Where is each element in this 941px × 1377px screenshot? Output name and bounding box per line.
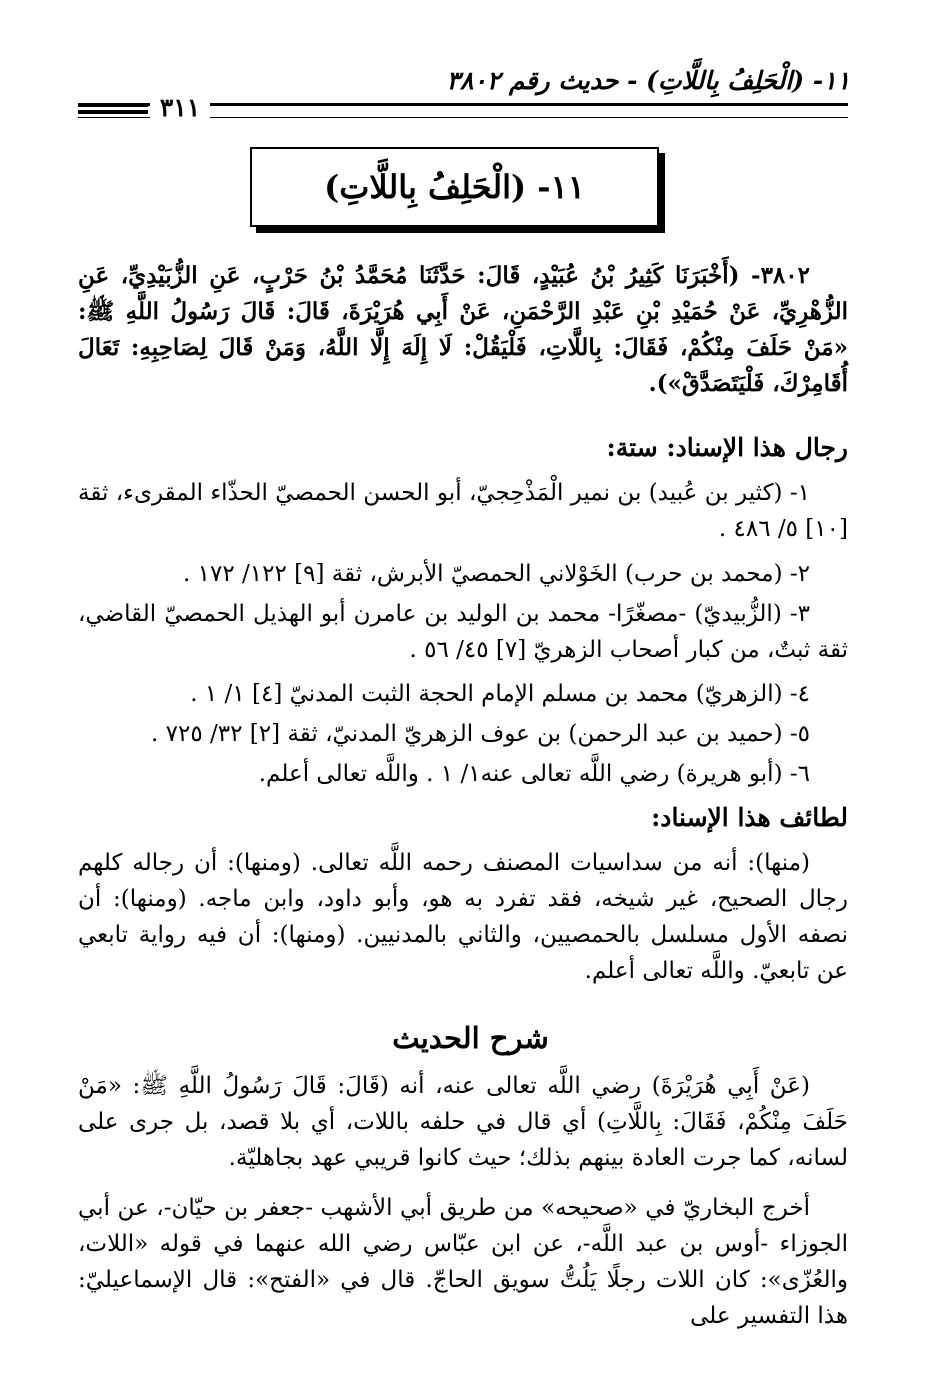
header-double-rule xyxy=(78,103,148,114)
hadith-text: ٣٨٠٢- (أَخْبَرَنَا كَثِيرُ بْنُ عُبَيْدٍ، قَالَ: حَدَّثَنَا مُحَمَّدُ بْنُ حَرْبٍ، عَنِ الزُّبَيْدِيِّ، عَنِ الزُّهْرِيِّ، عَنْ حُمَيْدِ بْنِ عَبْدِ الرَّحْمَنِ، عَنْ أَبِي هُرَيْرَةَ، قَالَ: قَالَ رَسُولُ اللَّهِ ﷺ: «مَنْ حَلَفَ مِنْكُمْ، فَقَالَ: بِاللَّاتِ، فَلْيَقُلْ: لَا إِلَهَ إِلَّا اللَّهُ، وَمَنْ قَالَ لِصَاحِبِهِ: تَعَالَ أُقَامِرْكَ، فَلْيَتَصَدَّقْ»). xyxy=(78,262,848,397)
narrator-item-5: ٥- (حميد بن عبد الرحمن) بن عوف الزهريّ المدنيّ، ثقة [٢] ٣٢/ ٧٢٥ . xyxy=(151,721,810,747)
narrator-item-1: ١- (كثير بن عُبيد) بن نمير الْمَذْحِجيّ، أبو الحسن الحمصيّ الحذّاء المقرىء، ثقة [١٠] ٥/ ٤٨٦ . xyxy=(78,480,848,542)
narrator-item-3: ٣- (الزُّبيديّ) -مصغّرًا- محمد بن الوليد بن عامرن أبو الهذيل الحمصيّ القاضي، ثقة ثبتٌ، من كبار أصحاب الزهريّ [٧] ٤٥/ ٥٦ . xyxy=(78,601,848,663)
running-header: ١١- (الْحَلِفُ بِاللَّاتِ) - حديث رقم ٣٨٠٢ xyxy=(446,66,850,95)
chapter-title: ١١- (الْحَلِفُ بِاللَّاتِ) xyxy=(324,168,585,206)
subtleties-text: (منها): أنه من سداسيات المصنف رحمه اللَّه تعالى. (ومنها): أن رجاله كلهم رجال الصحيح، غير شيخه، فقد تفرد به هو، وأبو داود، وابن ماجه. (ومنها): أن نصفه الأول مسلسل بالحمصيين، والثاني بالمدنيين. (ومنها): أن فيه رواية تابعي عن تابعيّ. واللَّه تعالى أعلم. xyxy=(78,850,848,984)
page-number: ٣١١ xyxy=(150,92,210,124)
commentary-paragraph-2: أخرج البخاريّ في «صحيحه» من طريق أبي الأشهب -جعفر بن حيّان-، عن أبي الجوزاء -أوس بن عبد اللَّه-، عن ابن عبّاس رضي الله عنهما في قوله «اللات، والعُزّى»: كان اللات رجلًا يَلُتُّ سويق الحاجّ. قال في «الفتح»: قال الإسماعيليّ: هذا التفسير على xyxy=(78,1195,848,1329)
commentary-heading: شرح الحديث xyxy=(392,1021,549,1055)
subtleties-heading: لطائف هذا الإسناد: xyxy=(651,803,848,832)
narrators-heading: رجال هذا الإسناد: ستة: xyxy=(606,433,848,462)
narrator-item-2: ٢- (محمد بن حرب) الخَوْلاني الحمصيّ الأبرش، ثقة [٩] ١٢٢/ ١٧٢ . xyxy=(183,561,810,587)
commentary-paragraph-1: (عَنْ أَبِي هُرَيْرَةَ) رضي اللَّه تعالى عنه، أنه (قَالَ: قَالَ رَسُولُ اللَّهِ ﷺ: «مَنْ حَلَفَ مِنْكُمْ، فَقَالَ: بِاللَّاتِ) أي قال في حلفه باللات، أي بلا قصد، بل جرى على لسانه، كما جرت العادة بينهم بذلك؛ حيث كانوا قريبي عهد بجاهليّة. xyxy=(78,1073,848,1171)
narrator-item-4: ٤- (الزهريّ) محمد بن مسلم الإمام الحجة الثبت المدنيّ [٤] ١/ ١ . xyxy=(190,681,810,707)
chapter-title-box xyxy=(250,147,659,227)
narrator-item-6: ٦- (أبو هريرة) رضي اللَّه تعالى عنه١/ ١ . واللَّه تعالى أعلم. xyxy=(258,761,810,787)
